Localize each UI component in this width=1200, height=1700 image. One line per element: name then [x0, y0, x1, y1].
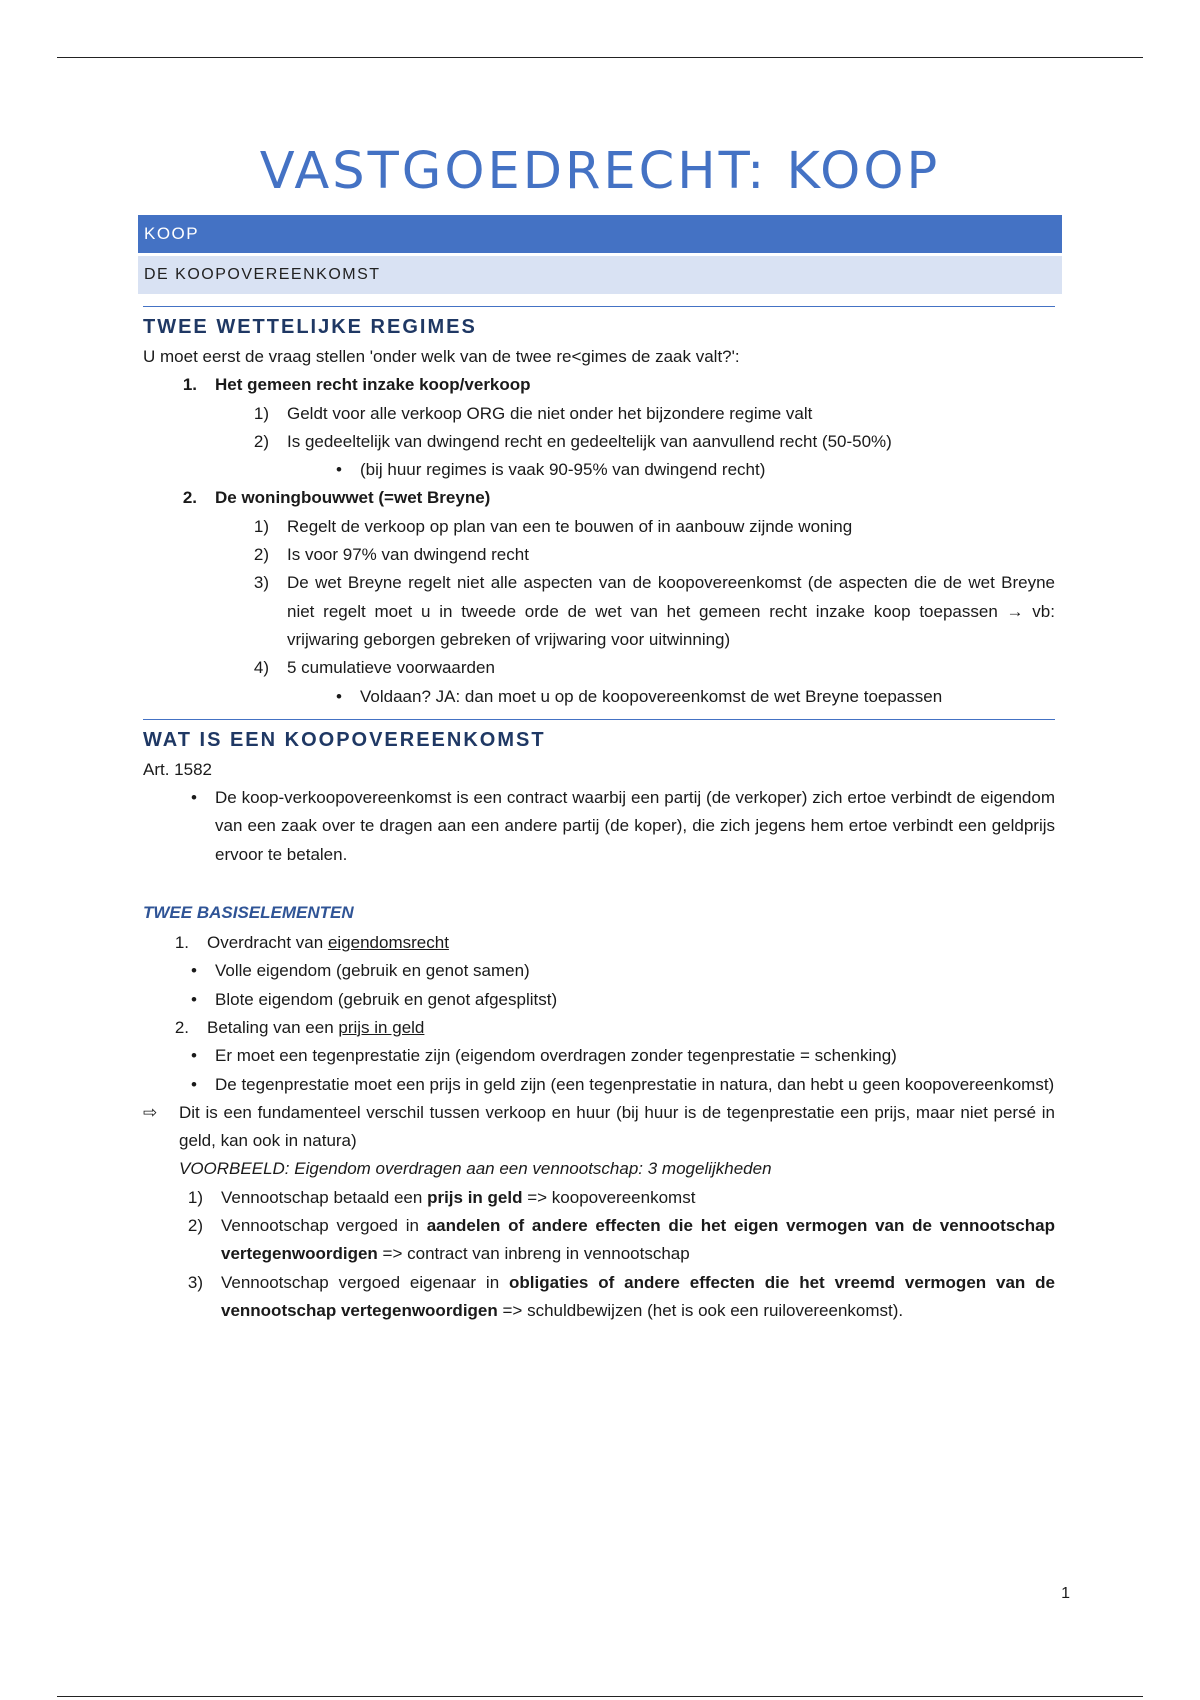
- list-item: [143, 1014, 1055, 1042]
- sub-list-item: [143, 400, 1055, 428]
- subheading-basiselementen: TWEE BASISELEMENTEN: [143, 903, 354, 923]
- section-heading-koopovereenkomst: WAT IS EEN KOOPOVEREENKOMST: [143, 719, 1055, 756]
- intro-paragraph: U moet eerst de vraag stellen 'onder welk van de twee re<gimes de zaak valt?':: [143, 347, 740, 366]
- option-item: [143, 1212, 1055, 1269]
- option-number: 3): [187, 1272, 203, 1292]
- bullet-item: [143, 986, 1055, 1014]
- bullet-text: (bij huur regimes is vaak 90-95% van dwingend recht): [360, 460, 766, 480]
- arrow-icon: ⇨: [143, 1102, 158, 1122]
- option-bold: prijs in geld: [427, 1187, 523, 1207]
- bullet-text: Volle eigendom (gebruik en genot samen): [215, 961, 530, 981]
- bullet-icon: •: [336, 686, 342, 706]
- example-heading: VOORBEELD: Eigendom overdragen aan een vennootschap: 3 mogelijkheden: [179, 1159, 772, 1179]
- option-text: [221, 1269, 1055, 1326]
- bullet-icon: •: [191, 989, 197, 1009]
- list-item-label: [207, 929, 1055, 957]
- bullet-item: [143, 683, 1055, 711]
- option-pre: Vennootschap vergoed in: [221, 1216, 427, 1236]
- sub-list-item: [143, 541, 1055, 569]
- arrow-text: Dit is een fundamenteel verschil tussen verkoop en huur (bij huur is de tegenprestatie een prijs, maar niet persé in geld, kan ook in natura): [179, 1102, 1055, 1151]
- example-line: [143, 1155, 1055, 1183]
- bullet-item: [143, 1042, 1055, 1070]
- document-body: [143, 306, 1055, 1325]
- sub-list-number: 1): [253, 403, 269, 423]
- bullet-text: Er moet een tegenprestatie zijn (eigendom overdragen zonder tegenprestatie = schenking): [215, 1046, 897, 1066]
- element-underlined: eigendomsrecht: [327, 933, 449, 953]
- definition-text: De koop-verkoopovereenkomst is een contract waarbij een partij (de verkoper) zich ertoe verbindt de eigendom van een zaak over te dragen aan een andere partij (de koper), die zich jegens hem ertoe verbindt een geldprijs ervoor te betalen.: [215, 788, 1055, 864]
- option-number: 1): [187, 1187, 203, 1207]
- bullet-icon: •: [191, 961, 197, 981]
- arrow-item: [143, 1099, 1055, 1156]
- list-number: 2.: [182, 488, 197, 508]
- sub-list-item: [143, 428, 1055, 456]
- option-item: [143, 1269, 1055, 1326]
- bullet-item: [143, 1071, 1055, 1099]
- option-bold: aandelen of andere effecten die het eigen vermogen van de vennootschap vertegenwoordigen: [221, 1216, 1055, 1264]
- bullet-icon: •: [336, 460, 342, 480]
- option-text: [221, 1184, 1055, 1212]
- sub-list-item: [143, 654, 1055, 682]
- list-number: 1.: [174, 933, 189, 953]
- list-item: [143, 371, 1055, 399]
- heading-2-bar: DE KOOPOVEREENKOMST: [138, 256, 1062, 294]
- sub-list-number: 1): [253, 516, 269, 536]
- top-rule: [57, 57, 1143, 58]
- sub-list-number: 4): [253, 658, 269, 678]
- list-item-label: [207, 1014, 1055, 1042]
- sub-list-number: 3): [253, 573, 269, 593]
- bottom-rule: [57, 1696, 1143, 1697]
- option-number: 2): [187, 1216, 203, 1236]
- list-number: 1.: [182, 375, 197, 395]
- list-item: [143, 929, 1055, 957]
- list-number: 2.: [174, 1017, 189, 1037]
- bullet-text: Voldaan? JA: dan moet u op de koopovereenkomst de wet Breyne toepassen: [360, 686, 943, 706]
- bullet-icon: •: [191, 788, 197, 808]
- sub-list-text: Geldt voor alle verkoop ORG die niet onder het bijzondere regime valt: [287, 403, 813, 423]
- element-text: Betaling van een: [207, 1017, 339, 1037]
- option-bold: obligaties of andere effecten die het vreemd vermogen van de vennootschap vertegenwoordigen: [221, 1272, 1055, 1320]
- bullet-item: [143, 957, 1055, 985]
- element-underlined: prijs in geld: [338, 1017, 425, 1037]
- bullet-item: [143, 784, 1055, 869]
- sub-list-number: 2): [253, 431, 269, 451]
- element-text: Overdracht van: [207, 933, 328, 953]
- option-text: [221, 1212, 1055, 1269]
- option-post: => koopovereenkomst: [522, 1187, 696, 1207]
- list-item-label: Het gemeen recht inzake koop/verkoop: [215, 375, 531, 395]
- sub-list-text: De wet Breyne regelt niet alle aspecten van de koopovereenkomst (de aspecten die de wet Breyne niet regelt moet u in tweede orde de wet van het gemeen recht inzake koop toepassen → vb: vrijwaring geborgen gebreken of vrijwaring voor uitwinning): [287, 573, 1055, 649]
- option-pre: Vennootschap betaald een: [221, 1187, 428, 1207]
- list-item-label: De woningbouwwet (=wet Breyne): [215, 488, 491, 508]
- sub-list-text: Is gedeeltelijk van dwingend recht en gedeeltelijk van aanvullend recht (50-50%): [287, 431, 892, 451]
- sub-list-text: 5 cumulatieve voorwaarden: [287, 658, 495, 678]
- option-pre: Vennootschap vergoed eigenaar in: [221, 1272, 510, 1292]
- document-title: VASTGOEDRECHT: KOOP: [259, 142, 941, 201]
- article-reference: Art. 1582: [143, 759, 212, 779]
- page-number: 1: [1061, 1585, 1070, 1602]
- list-item: [143, 484, 1055, 512]
- option-item: [143, 1184, 1055, 1212]
- option-post: => contract van inbreng in vennootschap: [377, 1244, 690, 1264]
- sub-list-text: Regelt de verkoop op plan van een te bouwen of in aanbouw zijnde woning: [287, 516, 853, 536]
- sub-list-item: [143, 569, 1055, 654]
- bullet-text: Blote eigendom (gebruik en genot afgesplitst): [215, 989, 558, 1009]
- heading-1-bar: KOOP: [138, 215, 1062, 253]
- bullet-icon: •: [191, 1046, 197, 1066]
- option-post: => schuldbewijzen (het is ook een ruilovereenkomst).: [497, 1300, 904, 1320]
- section-heading-regimes: TWEE WETTELIJKE REGIMES: [143, 306, 1055, 343]
- sub-list-item: [143, 513, 1055, 541]
- bullet-text: De tegenprestatie moet een prijs in geld zijn (een tegenprestatie in natura, dan hebt u geen koopovereenkomst): [215, 1074, 1055, 1094]
- sub-list-text: Is voor 97% van dwingend recht: [287, 545, 529, 565]
- bullet-icon: •: [191, 1074, 197, 1094]
- bullet-item: [143, 456, 1055, 484]
- sub-list-number: 2): [253, 545, 269, 565]
